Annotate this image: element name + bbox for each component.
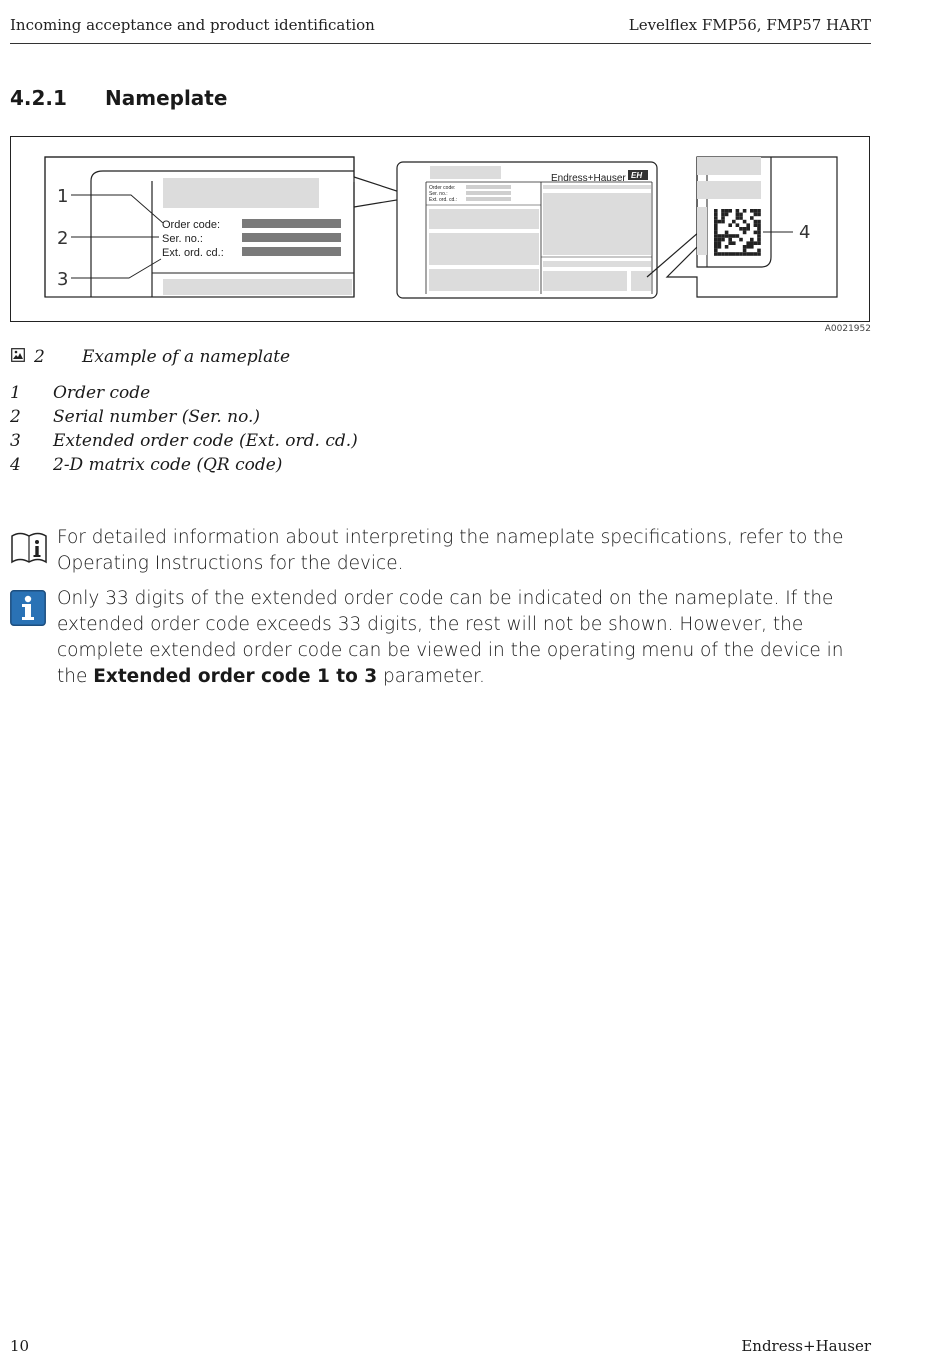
mini-ser-no: Ser. no.: <box>429 191 448 197</box>
qr-code-panel <box>667 157 837 297</box>
legend-item <box>10 454 610 478</box>
figure-caption: Example of a nameplate <box>82 347 291 367</box>
page-number: 10 <box>10 1337 30 1355</box>
label-ext-ord: Ext. ord. cd.: <box>162 247 224 259</box>
label-order-code: Order code: <box>162 219 221 231</box>
legend-text: 2-D matrix code (QR code) <box>53 455 283 475</box>
legend-item <box>10 382 610 406</box>
callout-1: 1 <box>57 186 69 207</box>
figure-id: A0021952 <box>824 324 871 334</box>
legend-item <box>10 430 610 454</box>
section-number: 4.2.1 <box>10 86 67 110</box>
brand-name: Endress+Hauser <box>551 173 626 184</box>
callout-4: 4 <box>799 222 811 243</box>
nameplate-figure <box>10 136 870 322</box>
section-title: Nameplate <box>105 86 228 110</box>
mini-ext-ord: Ext. ord. cd.: <box>429 197 458 203</box>
note-extended-order-code <box>57 586 875 690</box>
legend-text: Extended order code (Ext. ord. cd.) <box>53 431 358 451</box>
legend-item <box>10 406 610 430</box>
callout-2: 2 <box>57 228 69 249</box>
header-product-name: Levelflex FMP56, FMP57 HART <box>628 16 871 34</box>
info-icon <box>10 590 46 626</box>
brand-logo: EH <box>631 171 643 180</box>
header-section-title: Incoming acceptance and product identification <box>10 16 375 34</box>
header-rule <box>10 43 871 44</box>
label-ser-no: Ser. no.: <box>162 233 203 245</box>
book-info-icon <box>10 528 48 566</box>
magnified-label-panel <box>45 157 354 297</box>
nameplate-illustration <box>11 137 871 323</box>
note2-text-start: Only 33 digits of the extended order code can be indicated on the nameplate. If the extended order code exceeds 33 digits, the rest will not be shown. However, the complete extended order code can be viewed in the operating menu of the device in the <box>57 588 844 687</box>
full-nameplate <box>397 162 657 298</box>
legend-text: Serial number (Ser. no.) <box>53 407 261 427</box>
callout-3: 3 <box>57 269 69 290</box>
figure-number: 2 <box>34 347 45 367</box>
footer-brand: Endress+Hauser <box>741 1337 871 1355</box>
parameter-name: Extended order code 1 to 3 <box>93 666 378 687</box>
note2-text-end: parameter. <box>377 666 485 687</box>
figure-legend <box>10 382 610 478</box>
legend-number: 2 <box>10 407 21 427</box>
legend-text: Order code <box>53 383 151 403</box>
legend-number: 3 <box>10 431 21 451</box>
figure-icon <box>11 348 25 362</box>
legend-number: 4 <box>10 455 21 475</box>
legend-number: 1 <box>10 383 21 403</box>
mini-order-code: Order code: <box>429 185 456 191</box>
note-operating-instructions: For detailed information about interpreting the nameplate specifications, refer to the Operating Instructions for the device. <box>57 527 844 574</box>
